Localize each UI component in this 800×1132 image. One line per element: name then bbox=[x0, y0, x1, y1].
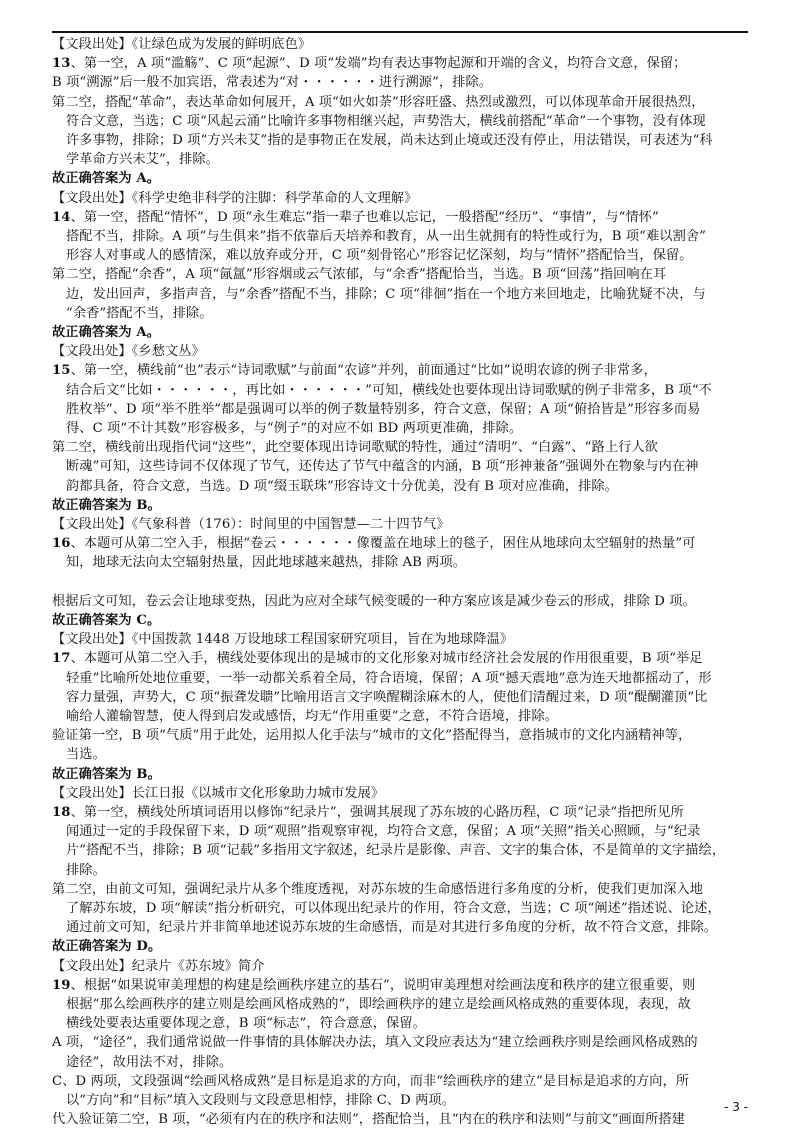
question-number: 19 bbox=[52, 977, 71, 993]
question-number: 16 bbox=[52, 536, 71, 552]
continuation-line: 了解苏东坡，D 项“解读”指分析研究，可以体现出纪录片的作用，符合文意，当选；C 项“阐述”指述说、论述， bbox=[66, 900, 721, 916]
continuation-line: 容力量强，声势大，C 项“振聋发聩”比喻用语言文字唤醒糊涂麻木的人，使他们清醒过来，D 项“醍醐灌顶”比 bbox=[66, 689, 708, 705]
continuation-line: 韵都具备，符合文意，当选。D 项“缀玉联珠”形容诗文十分优美，没有 B 项对应准确，排除。 bbox=[66, 478, 618, 494]
question-line bbox=[52, 649, 752, 668]
continuation-line: 边，发出回声，多指声音，与“余香”搭配不当，排除；C 项“徘徊”指在一个地方来回地走，比喻犹疑不决，与 bbox=[66, 286, 706, 302]
continuation-line: 知，地球无法向太空辐射热量，因此地球越来越热，排除 AB 两项。 bbox=[66, 555, 467, 571]
continuation-line: 学革命方兴未艾”，排除。 bbox=[66, 152, 220, 168]
body-line: C、D 两项，文段强调“绘画风格成熟”是目标是追求的方向，而非“绘画秩序的建立”是目标是追求的方向，所 bbox=[52, 1073, 690, 1089]
continuation-line: 当选。 bbox=[66, 747, 106, 763]
continuation-line: 喻给人灌输智慧，使人得到启发或感悟，均无“作用重要”之意，不符合语境，排除。 bbox=[66, 708, 559, 724]
continuation-line: 片”搭配不当，排除；B 项“记载”多指用文字叙述，纪录片是影像、声音、文字的集合体，不是简单的文字描绘， bbox=[66, 843, 726, 859]
question-number: 18 bbox=[52, 804, 71, 820]
body-line: 第二空，搭配“革命”，表达革命如何展开，A 项“如火如荼”形容旺盛、热烈或激烈，可以体现革命开展很热烈， bbox=[52, 94, 705, 110]
continuation-line: 以“方向”和“目标”填入文段则与文段意思相悖，排除 C、D 两项。 bbox=[66, 1092, 455, 1108]
continuation-line: 结合后文“比如・・・・・・，再比如・・・・・・”可知，横线处也要体现出诗词歌赋的例子非常多，B 项“不 bbox=[66, 382, 712, 398]
source-line: 【文段出处】《中国拨款 1448 万设地球工程国家研究项目，旨在为地球降温》 bbox=[52, 632, 514, 648]
answer-line: 故正确答案为 B。 bbox=[52, 766, 161, 782]
question-line bbox=[52, 803, 752, 822]
answer-line: 故正确答案为 A。 bbox=[52, 325, 161, 341]
blank-line bbox=[52, 573, 752, 592]
answer-line: 故正确答案为 B。 bbox=[52, 497, 161, 513]
question-line bbox=[52, 361, 752, 380]
question-line bbox=[52, 534, 752, 553]
continuation-line: 排除。 bbox=[66, 862, 106, 878]
continuation-line: 根据“那么绘画秩序的建立则是绘画风格成熟的”，即绘画秩序的建立是绘画风格成熟的重要体现，表现，故 bbox=[66, 996, 691, 1012]
answer-explanations bbox=[52, 35, 752, 1129]
continuation-line: 胜枚举”、D 项“举不胜举”都是强调可以举的例子数量特别多，符合文意，保留；A 项“俯拾皆是”形容多而易 bbox=[66, 401, 701, 417]
body-line: 代入验证第二空，B 项，“必须有内在的秩序和法则”，搭配恰当，且“内在的秩序和法则”与前文“画面所搭建 bbox=[52, 1112, 685, 1128]
header-rule bbox=[52, 31, 748, 33]
continuation-line: 横线处要表达重要体现之意，B 项“标志”，符合意意，保留。 bbox=[66, 1016, 426, 1032]
body-line: 验证第一空，B 项“气质”用于此处，运用拟人化手法与“城市的文化”搭配得当，意指城市的文化内涵精神等， bbox=[52, 728, 692, 744]
body-line: A 项，“途径”，我们通常说做一件事情的具体解决办法，填入文段应表达为“建立绘画秩序则是绘画风格成熟的 bbox=[52, 1035, 698, 1051]
question-line bbox=[52, 208, 752, 227]
question-number: 15 bbox=[52, 363, 71, 379]
question-text: 、第一空，横线处所填词语用以修饰“纪录片”，强调其展现了苏东坡的心路历程，C 项“记录”指把所见所 bbox=[70, 804, 684, 820]
body-line: 第二空，搭配“余香”，A 项“氤氲”形容烟或云气浓郁，与“余香”搭配恰当，当选。B 项“回荡”指回响在耳 bbox=[52, 267, 667, 283]
continuation-line: 通过前文可知，纪录片并非简单地述说苏东坡的生命感悟，而是对其进行多角度的分析，故不符合文意，排除。 bbox=[66, 920, 718, 936]
continuation-line: 断魂”可知，这些诗词不仅体现了节气，还传达了节气中蕴含的内涵，B 项“形神兼备”强调外在物象与内在神 bbox=[66, 459, 699, 475]
continuation-line: 轻重”比喻所处地位重要，一举一动都关系着全局，符合语境，保留；A 项“撼天震地”意为连天地都摇动了，形 bbox=[66, 670, 712, 686]
continuation-line: 闻通过一定的手段保留下来，D 项“观照”指观察审视，均符合文意，保留；A 项“关照”指关心照顾，与“纪录 bbox=[66, 824, 701, 840]
question-text: 、本题可从第二空入手，横线处要体现出的是城市的文化形象对城市经济社会发展的作用很重要，B 项“举足 bbox=[70, 651, 703, 667]
question-line bbox=[52, 976, 752, 995]
question-text: 、第一空，A 项“滥觞”、C 项“起源”、D 项“发端”均有表达事物起源和开端的含义，均符合文意，保留； bbox=[70, 56, 687, 72]
question-number: 13 bbox=[52, 56, 71, 72]
continuation-line: “余香”搭配不当，排除。 bbox=[66, 305, 213, 321]
question-text: 、本题可从第二空入手，根据“卷云・・・・・・像覆盖在地球上的毯子，困住从地球向太空辐射的热量”可 bbox=[70, 536, 696, 552]
body-line: 根据后文可知，卷云会让地球变热，因此为应对全球气候变暖的一种方案应该是减少卷云的形成，排除 D 项。 bbox=[52, 593, 696, 609]
body-line: 第二空，由前文可知，强调纪录片从多个维度透视，对苏东坡的生命感悟进行多角度的分析，使我们更加深入地 bbox=[52, 881, 704, 897]
continuation-line: 许多事物，排除；D 项“方兴未艾”指的是事物正在发展，尚未达到止境或还没有停止，用法错误，可表述为“科 bbox=[66, 133, 713, 149]
continuation-line: 搭配不当，排除。A 项“与生俱来”指不依靠后天培养和教育，从一出生就拥有的特性或行为，B 项“难以割舍” bbox=[66, 229, 707, 245]
answer-line: 故正确答案为 D。 bbox=[52, 939, 162, 955]
page-number: - 3 - bbox=[724, 1100, 748, 1114]
continuation-line: 得、C 项“不计其数”形容极多，与“例子”的对应不如 BD 两项更准确，排除。 bbox=[66, 421, 523, 437]
source-line: 【文段出处】《乡愁文丛》 bbox=[52, 344, 205, 360]
continuation-line: 途径”，故用法不对，排除。 bbox=[66, 1054, 233, 1070]
source-line: 【文段出处】《科学史绝非科学的注脚：科学革命的人文理解》 bbox=[52, 190, 418, 206]
source-line: 【文段出处】《气象科普（176）：时间里的中国智慧—二十四节气》 bbox=[52, 517, 450, 533]
body-line: 第二空，横线前出现指代词“这些”，此空要体现出诗词歌赋的特性，通过“清明”、“白露”、“路上行人欲 bbox=[52, 440, 658, 456]
answer-line: 故正确答案为 C。 bbox=[52, 612, 161, 628]
body-line: B 项“溯源”后一般不加宾语，常表述为“对・・・・・・进行溯源”，排除。 bbox=[52, 75, 493, 91]
question-line bbox=[52, 54, 752, 73]
question-text: 、根据“如果说审美理想的构建是绘画秩序建立的基石”，说明审美理想对绘画法度和秩序的建立很重要，则 bbox=[70, 977, 696, 993]
source-line: 【文段出处】《让绿色成为发展的鲜明底色》 bbox=[52, 37, 312, 52]
answer-line: 故正确答案为 A。 bbox=[52, 171, 161, 187]
source-line: 【文段出处】长江日报《以城市文化形象助力城市发展》 bbox=[52, 785, 385, 801]
continuation-line: 符合文意，当选；C 项“风起云涌”比喻许多事物相继兴起，声势浩大，横线前搭配“革命”一个事物，没有体现 bbox=[66, 113, 706, 129]
continuation-line: 形容人对事或人的感情深，难以放弃或分开，C 项“刻骨铭心”形容记忆深刻，均与“情怀”搭配恰当，保留。 bbox=[66, 248, 693, 264]
question-text: 、第一空，横线前“也”表示“诗词歌赋”与前面“农谚”并列，前面通过“比如”说明农谚的例子非常多， bbox=[70, 363, 657, 379]
question-text: 、第一空，搭配“情怀”，D 项“永生难忘”指一辈子也难以忘记，一般搭配“经历”、“事情”，与“情怀” bbox=[70, 209, 659, 225]
question-number: 17 bbox=[52, 651, 71, 667]
source-line: 【文段出处】纪录片《苏东坡》简介 bbox=[52, 958, 265, 974]
question-number: 14 bbox=[52, 209, 71, 225]
